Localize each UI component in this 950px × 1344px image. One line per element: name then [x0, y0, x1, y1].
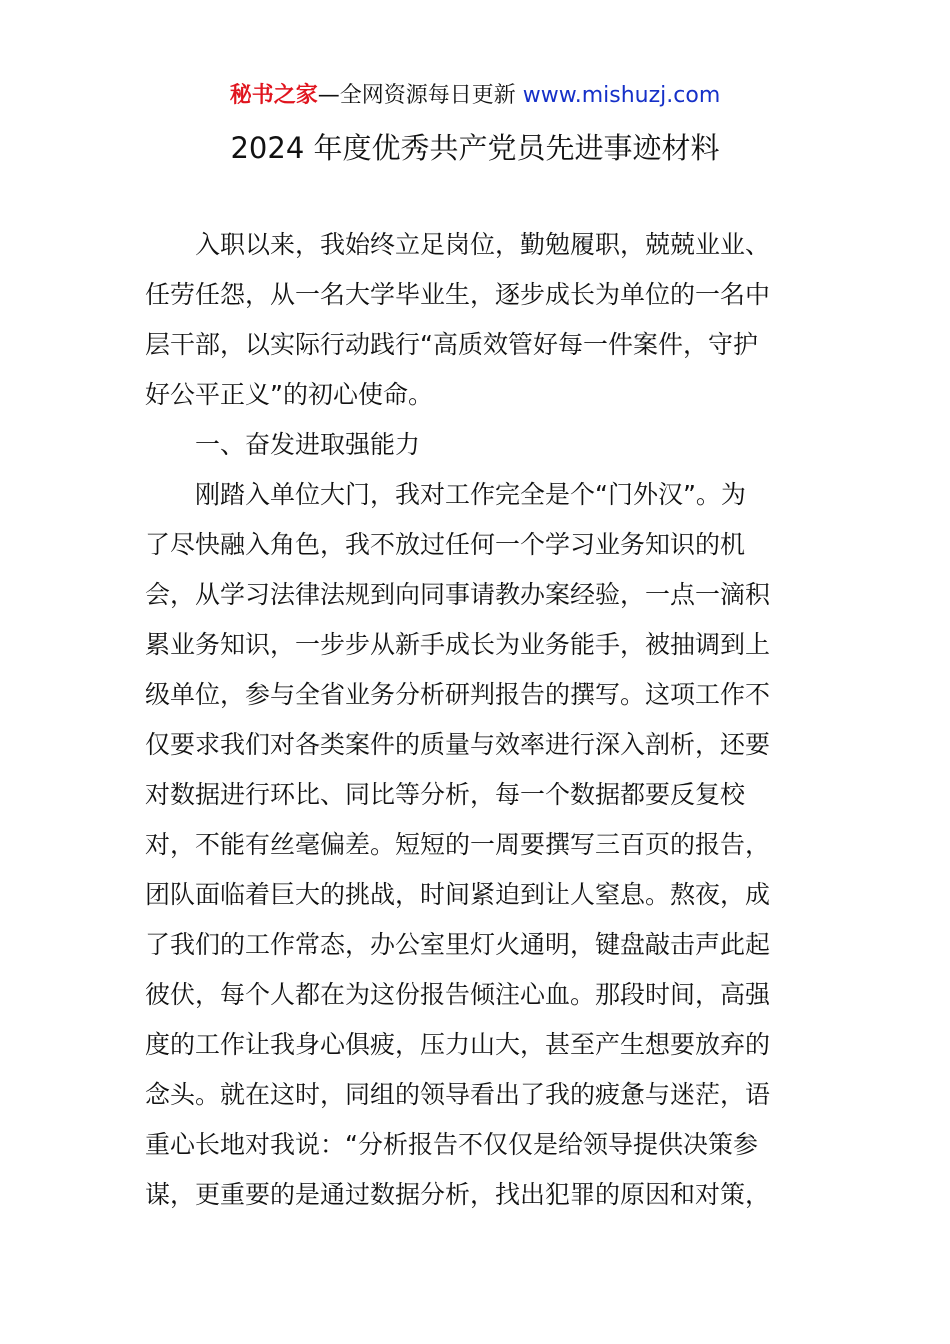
text-line: 任劳任怨，从一名大学毕业生，逐步成长为单位的一名中	[145, 280, 771, 309]
text-line: 好公平正义”的初心使命。	[145, 380, 433, 409]
text-line: 了尽快融入角色，我不放过任何一个学习业务知识的机	[145, 530, 746, 559]
text-line: 对数据进行环比、同比等分析，每一个数据都要反复校	[145, 780, 746, 809]
document-title: 2024 年度优秀共产党员先进事迹材料	[230, 131, 720, 165]
text-line: 层干部，以实际行动践行“高质效管好每一件案件，守护	[145, 330, 758, 359]
text-line: 团队面临着巨大的挑战，时间紧迫到让人窒息。熬夜，成	[145, 880, 771, 909]
text-line: 累业务知识，一步步从新手成长为业务能手，被抽调到上	[145, 630, 771, 659]
site-url-link[interactable]: www.mishuzj.com	[522, 83, 721, 108]
section-heading: 一、奋发进取强能力	[145, 430, 421, 459]
text-line: 级单位，参与全省业务分析研判报告的撰写。这项工作不	[145, 680, 771, 709]
text-line: 对，不能有丝毫偏差。短短的一周要撰写三百页的报告，	[145, 830, 771, 859]
text-line: 彼伏，每个人都在为这份报告倾注心血。那段时间，高强	[145, 980, 771, 1009]
site-tagline: —全网资源每日更新	[317, 83, 523, 108]
text-line: 度的工作让我身心俱疲，压力山大，甚至产生想要放弃的	[145, 1030, 771, 1059]
text-line: 念头。就在这时，同组的领导看出了我的疲惫与迷茫，语	[145, 1080, 771, 1109]
text-line: 仅要求我们对各类案件的质量与效率进行深入剖析，还要	[145, 730, 771, 759]
text-line: 谋，更重要的是通过数据分析，找出犯罪的原因和对策，	[145, 1180, 771, 1209]
text-line: 入职以来，我始终立足岗位，勤勉履职，兢兢业业、	[145, 230, 771, 259]
text-line: 刚踏入单位大门，我对工作完全是个“门外汉”。为	[145, 480, 746, 509]
text-line: 了我们的工作常态，办公室里灯火通明，键盘敲击声此起	[145, 930, 771, 959]
text-line: 重心长地对我说：“分析报告不仅仅是给领导提供决策参	[145, 1130, 758, 1159]
document-body	[145, 220, 815, 1220]
site-brand: 秘书之家	[229, 83, 318, 108]
site-header	[0, 80, 950, 112]
text-line: 会，从学习法律法规到向同事请教办案经验，一点一滴积	[145, 580, 771, 609]
